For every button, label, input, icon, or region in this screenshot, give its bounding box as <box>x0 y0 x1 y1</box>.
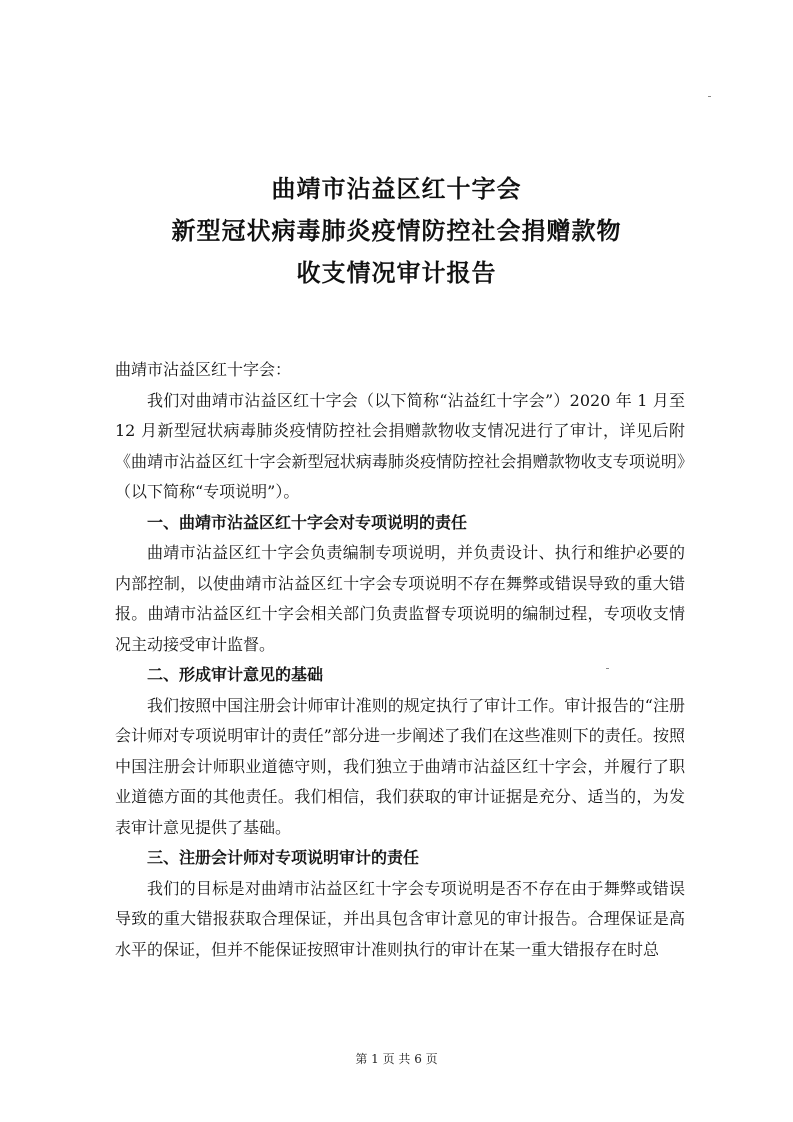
report-title <box>0 168 793 294</box>
addressee: 曲靖市沾益区红十字会： <box>115 360 292 379</box>
scan-speck <box>708 96 711 97</box>
title-line-1: 曲靖市沾益区红十字会 <box>271 175 522 203</box>
section-paragraph-basis: 我们按照中国注册会计师审计准则的规定执行了审计工作。审计报告的“注册会计师对专项说明审计的责任”部分进一步阐述了我们在这些准则下的责任。按照中国注册会计师职业道德守则，我们独立于曲靖市沾益区红十字会，并履行了职业道德方面的其他责任。我们相信，我们获取的审计证据是充分、适当的，为发表审计意见提供了基础。 <box>115 695 685 837</box>
intro-paragraph: 我们对曲靖市沾益区红十字会（以下简称“沾益红十字会”）2020 年 1 月至 12 月新型冠状病毒肺炎疫情防控社会捐赠款物收支情况进行了审计，详见后附《曲靖市沾益区红十字会新型冠状病毒肺炎疫情防控社会捐赠款物收支专项说明》（以下简称“专项说明”）。 <box>115 390 685 501</box>
section-heading-responsibility: 一、曲靖市沾益区红十字会对专项说明的责任 <box>147 512 468 532</box>
report-body <box>115 355 685 965</box>
title-line-2: 新型冠状病毒肺炎疫情防控社会捐赠款物 <box>171 217 622 245</box>
section-heading-basis: 二、形成审计意见的基础 <box>147 665 324 684</box>
section-heading-auditor-responsibility: 三、注册会计师对专项说明审计的责任 <box>147 848 420 867</box>
page-number: 第 1 页 共 6 页 <box>355 1052 438 1066</box>
section-paragraph-responsibility: 曲靖市沾益区红十字会负责编制专项说明，并负责设计、执行和维护必要的内部控制，以使曲靖市沾益区红十字会专项说明不存在舞弊或错误导致的重大错报。曲靖市沾益区红十字会相关部门负责监督专项说明的编制过程，专项收支情况主动接受审计监督。 <box>115 543 685 654</box>
title-line-3: 收支情况审计报告 <box>296 259 497 287</box>
section-paragraph-auditor-responsibility: 我们的目标是对曲靖市沾益区红十字会专项说明是否不存在由于舞弊或错误导致的重大错报获取合理保证，并出具包含审计意见的审计报告。合理保证是高水平的保证，但并不能保证按照审计准则执行的审计在某一重大错报存在时总 <box>115 878 685 959</box>
